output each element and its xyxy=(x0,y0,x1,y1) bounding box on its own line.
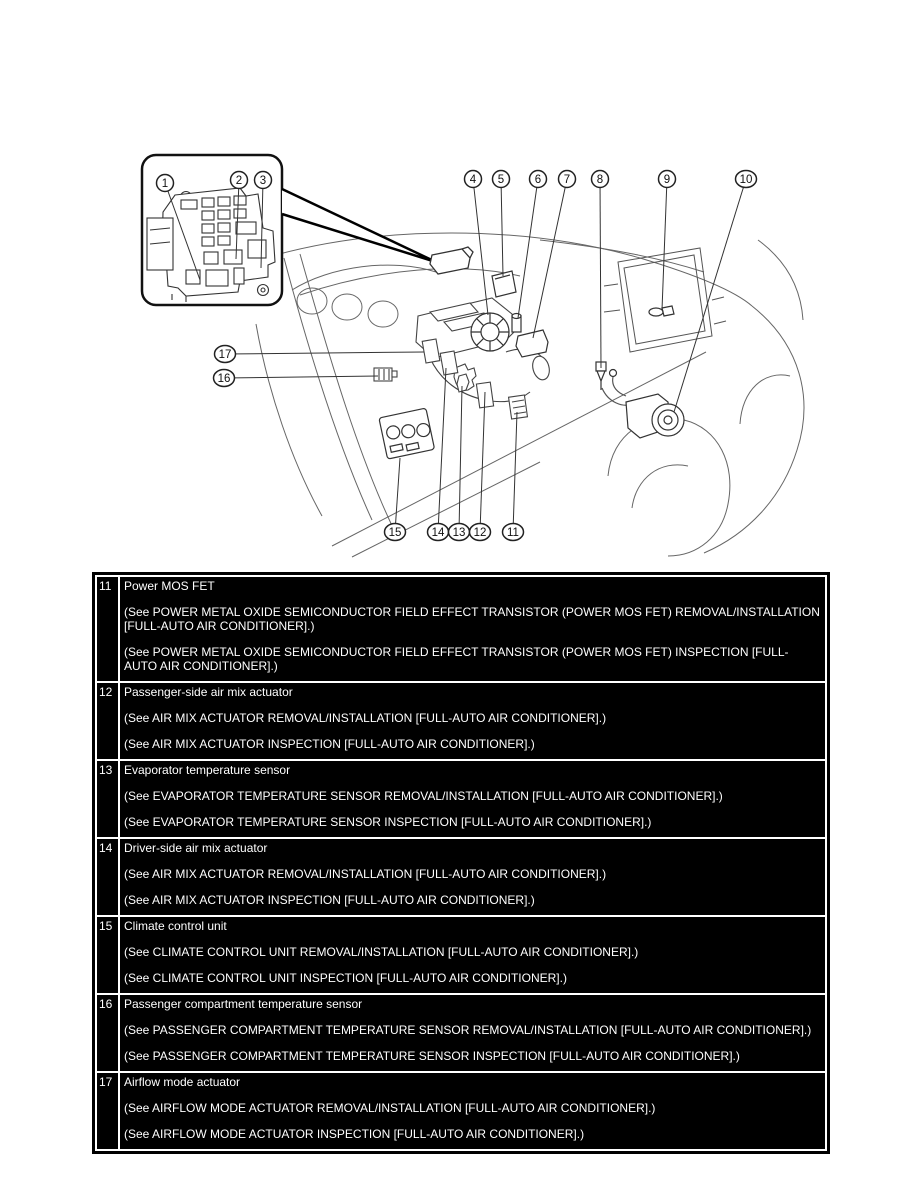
callout-number: 10 xyxy=(739,174,753,186)
leader-line xyxy=(518,179,538,318)
component-title: Passenger-side air mix actuator xyxy=(124,685,293,699)
leader-line xyxy=(459,386,462,532)
callout-number: 1 xyxy=(161,178,169,190)
compressor-art xyxy=(626,394,684,438)
leader-line xyxy=(501,179,503,276)
component-title: Evaporator temperature sensor xyxy=(124,763,291,777)
cabin-temp-sensor-art xyxy=(374,368,397,381)
callout-number: 7 xyxy=(563,174,571,186)
callout-number: 3 xyxy=(259,175,267,187)
power-mos-fet-art xyxy=(509,395,528,419)
row-content xyxy=(120,761,825,837)
leader-line xyxy=(395,458,400,532)
callout-11 xyxy=(503,412,524,541)
row-content xyxy=(120,839,825,915)
table-row xyxy=(97,577,825,681)
callout-number: 14 xyxy=(431,527,445,539)
outside-air-sensor-art xyxy=(649,306,674,316)
blower-relay-art xyxy=(516,330,548,357)
driver-air-mix-actuator-art xyxy=(440,351,458,375)
row-content xyxy=(120,995,825,1071)
pointer-wedge xyxy=(282,189,436,262)
leader-line xyxy=(438,368,446,532)
table-row xyxy=(97,761,825,837)
callout-13 xyxy=(449,386,470,541)
see-reference: (See EVAPORATOR TEMPERATURE SENSOR INSPECTION [FULL-AUTO AIR CONDITIONER].) xyxy=(124,815,652,829)
component-title: Airflow mode actuator xyxy=(124,1075,241,1089)
see-reference: (See AIRFLOW MODE ACTUATOR REMOVAL/INSTALLATION [FULL-AUTO AIR CONDITIONER].) xyxy=(124,1101,656,1115)
see-reference: (See AIRFLOW MODE ACTUATOR INSPECTION [FULL-AUTO AIR CONDITIONER].) xyxy=(124,1127,585,1141)
see-reference: (See AIR MIX ACTUATOR REMOVAL/INSTALLATION [FULL-AUTO AIR CONDITIONER].) xyxy=(124,711,607,725)
see-reference: (See AIR MIX ACTUATOR INSPECTION [FULL-AUTO AIR CONDITIONER].) xyxy=(124,893,535,907)
row-content xyxy=(120,683,825,759)
see-reference: (See AIR MIX ACTUATOR INSPECTION [FULL-AUTO AIR CONDITIONER].) xyxy=(124,737,535,751)
callout-16 xyxy=(214,370,379,387)
see-reference: (See POWER METAL OXIDE SEMICONDUCTOR FIELD EFFECT TRANSISTOR (POWER MOS FET) INSPECTION [FULL-AUTO AIR CONDITIONER].) xyxy=(124,645,789,673)
hvac-component-location-diagram xyxy=(0,0,918,565)
table-row xyxy=(97,683,825,759)
component-title: Passenger compartment temperature sensor xyxy=(124,997,363,1011)
component-title: Climate control unit xyxy=(124,919,227,933)
row-number: 17 xyxy=(97,1073,118,1149)
condenser-art xyxy=(604,248,726,352)
leader-line xyxy=(480,392,485,532)
airflow-mode-actuator-art xyxy=(422,339,440,363)
leader-line xyxy=(473,179,488,315)
row-number: 14 xyxy=(97,839,118,915)
callout-8 xyxy=(592,171,609,369)
callout-number: 11 xyxy=(507,527,519,539)
leader-line xyxy=(674,179,746,412)
callout-5 xyxy=(493,171,510,277)
callout-number: 17 xyxy=(218,349,232,361)
see-reference: (See PASSENGER COMPARTMENT TEMPERATURE SENSOR REMOVAL/INSTALLATION [FULL-AUTO AIR CONDITIONER].) xyxy=(124,1023,812,1037)
callout-15 xyxy=(385,458,406,541)
callout-number: 16 xyxy=(217,373,231,385)
leader-line xyxy=(662,179,667,310)
leader-line xyxy=(224,376,378,378)
leader-line xyxy=(513,412,517,532)
callout-9 xyxy=(659,171,676,311)
callout-17 xyxy=(215,346,425,363)
callout-number: 4 xyxy=(469,174,477,186)
callout-number: 6 xyxy=(534,174,542,186)
callout-14 xyxy=(428,368,449,541)
see-reference: (See AIR MIX ACTUATOR REMOVAL/INSTALLATION [FULL-AUTO AIR CONDITIONER].) xyxy=(124,867,607,881)
table-row xyxy=(97,1073,825,1149)
see-reference: (See CLIMATE CONTROL UNIT REMOVAL/INSTALLATION [FULL-AUTO AIR CONDITIONER].) xyxy=(124,945,639,959)
resistor-art xyxy=(512,314,521,333)
row-number: 13 xyxy=(97,761,118,837)
callout-12 xyxy=(470,392,491,541)
leader-line xyxy=(225,352,424,354)
callout-4 xyxy=(465,171,489,316)
table-row xyxy=(97,839,825,915)
table-row xyxy=(97,917,825,993)
callout-number: 15 xyxy=(388,527,402,539)
callout-7 xyxy=(533,171,576,339)
table-row xyxy=(97,995,825,1071)
component-title: Power MOS FET xyxy=(124,579,215,593)
callout-number: 8 xyxy=(596,174,604,186)
hvac-unit-art xyxy=(374,298,552,419)
leader-line xyxy=(600,179,601,368)
callout-number: 2 xyxy=(235,175,243,187)
callout-number: 5 xyxy=(497,174,505,186)
callout-number: 13 xyxy=(452,527,466,539)
row-number: 12 xyxy=(97,683,118,759)
see-reference: (See EVAPORATOR TEMPERATURE SENSOR REMOVAL/INSTALLATION [FULL-AUTO AIR CONDITIONER].) xyxy=(124,789,723,803)
see-reference: (See CLIMATE CONTROL UNIT INSPECTION [FULL-AUTO AIR CONDITIONER].) xyxy=(124,971,567,985)
row-number: 16 xyxy=(97,995,118,1071)
fuse-box-location-art xyxy=(430,247,473,274)
row-content xyxy=(120,1073,825,1149)
sunload-sensor-plate-art xyxy=(492,271,516,297)
component-title: Driver-side air mix actuator xyxy=(124,841,268,855)
see-reference: (See POWER METAL OXIDE SEMICONDUCTOR FIELD EFFECT TRANSISTOR (POWER MOS FET) REMOVAL/INSTALLATION [FULL-AUTO AIR CONDITIONER].) xyxy=(124,605,820,633)
row-number: 15 xyxy=(97,917,118,993)
component-reference-table xyxy=(92,572,830,1154)
row-content xyxy=(120,917,825,993)
callout-number: 12 xyxy=(473,527,487,539)
row-number: 11 xyxy=(97,577,118,681)
see-reference: (See PASSENGER COMPARTMENT TEMPERATURE SENSOR INSPECTION [FULL-AUTO AIR CONDITIONER].) xyxy=(124,1049,740,1063)
row-content xyxy=(120,577,825,681)
leader-line xyxy=(533,179,567,338)
car-body-art xyxy=(256,233,804,557)
climate-control-unit-art xyxy=(379,408,435,459)
callout-10 xyxy=(674,171,757,413)
callout-number: 9 xyxy=(663,174,671,186)
